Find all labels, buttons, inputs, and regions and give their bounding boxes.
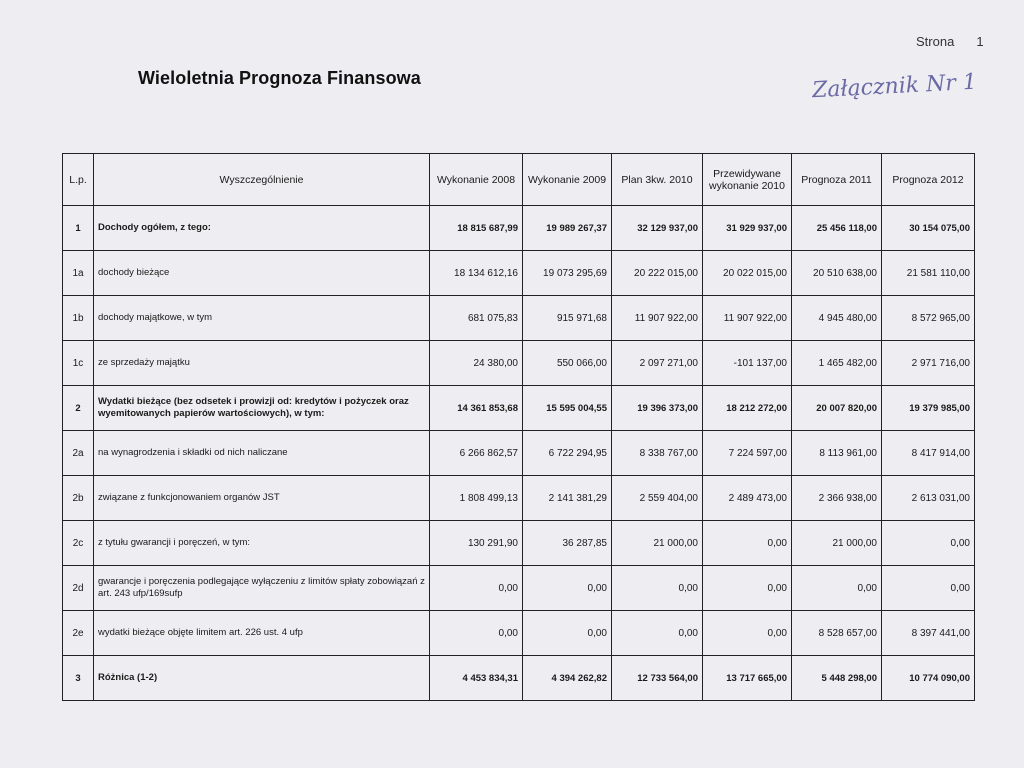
- value-prognoza-2012: 8 397 441,00: [882, 611, 975, 656]
- table-body: [63, 206, 975, 701]
- value-plan-2010: 11 907 922,00: [612, 296, 703, 341]
- table-row: [63, 206, 975, 251]
- value-prognoza-2011: 20 007 820,00: [792, 386, 882, 431]
- row-number: 2e: [63, 611, 94, 656]
- value-wykonanie-2008: 14 361 853,68: [430, 386, 523, 431]
- value-prognoza-2011: 4 945 480,00: [792, 296, 882, 341]
- value-wykonanie-2009: 2 141 381,29: [523, 476, 612, 521]
- row-description: gwarancje i poręczenia podlegające wyłączeniu z limitów spłaty zobowiązań z art. 243 ufp/169sufp: [94, 566, 430, 611]
- row-description: z tytułu gwarancji i poręczeń, w tym:: [94, 521, 430, 566]
- value-plan-2010: 2 559 404,00: [612, 476, 703, 521]
- value-wykonanie-2009: 15 595 004,55: [523, 386, 612, 431]
- header-description: Wyszczególnienie: [94, 154, 430, 206]
- value-wykonanie-2009: 4 394 262,82: [523, 656, 612, 701]
- value-wykonanie-2008: 24 380,00: [430, 341, 523, 386]
- table-row: [63, 386, 975, 431]
- table-row: [63, 296, 975, 341]
- table-row: [63, 251, 975, 296]
- value-przewidywane-2010: 2 489 473,00: [703, 476, 792, 521]
- header-lp: L.p.: [63, 154, 94, 206]
- handwritten-attachment-note: Załącznik Nr 1: [811, 69, 978, 104]
- value-wykonanie-2008: 130 291,90: [430, 521, 523, 566]
- page-number: 1: [976, 34, 984, 49]
- value-prognoza-2011: 5 448 298,00: [792, 656, 882, 701]
- document-title: Wieloletnia Prognoza Finansowa: [138, 68, 421, 88]
- header-wykonanie-2008: Wykonanie 2008: [430, 154, 523, 206]
- value-prognoza-2012: 10 774 090,00: [882, 656, 975, 701]
- value-prognoza-2012: 30 154 075,00: [882, 206, 975, 251]
- value-plan-2010: 0,00: [612, 611, 703, 656]
- row-description: Wydatki bieżące (bez odsetek i prowizji od: kredytów i pożyczek oraz wyemitowanych papierów wartościowych), w tym:: [94, 386, 430, 431]
- row-description: związane z funkcjonowaniem organów JST: [94, 476, 430, 521]
- value-wykonanie-2008: 18 815 687,99: [430, 206, 523, 251]
- value-przewidywane-2010: 0,00: [703, 611, 792, 656]
- value-wykonanie-2009: 19 989 267,37: [523, 206, 612, 251]
- value-prognoza-2011: 25 456 118,00: [792, 206, 882, 251]
- value-prognoza-2011: 20 510 638,00: [792, 251, 882, 296]
- value-wykonanie-2008: 681 075,83: [430, 296, 523, 341]
- row-description: na wynagrodzenia i składki od nich naliczane: [94, 431, 430, 476]
- value-przewidywane-2010: -101 137,00: [703, 341, 792, 386]
- row-number: 1a: [63, 251, 94, 296]
- value-przewidywane-2010: 31 929 937,00: [703, 206, 792, 251]
- value-prognoza-2012: 0,00: [882, 566, 975, 611]
- row-number: 2c: [63, 521, 94, 566]
- value-przewidywane-2010: 0,00: [703, 566, 792, 611]
- row-description: wydatki bieżące objęte limitem art. 226 ust. 4 ufp: [94, 611, 430, 656]
- row-description: Dochody ogółem, z tego:: [94, 206, 430, 251]
- value-wykonanie-2009: 0,00: [523, 611, 612, 656]
- row-description: dochody bieżące: [94, 251, 430, 296]
- header-prognoza-2012: Prognoza 2012: [882, 154, 975, 206]
- value-plan-2010: 19 396 373,00: [612, 386, 703, 431]
- table-row: [63, 656, 975, 701]
- value-przewidywane-2010: 20 022 015,00: [703, 251, 792, 296]
- value-wykonanie-2008: 1 808 499,13: [430, 476, 523, 521]
- header-prognoza-2011: Prognoza 2011: [792, 154, 882, 206]
- value-wykonanie-2008: 6 266 862,57: [430, 431, 523, 476]
- table-row: [63, 341, 975, 386]
- value-wykonanie-2009: 6 722 294,95: [523, 431, 612, 476]
- table-row: [63, 566, 975, 611]
- value-wykonanie-2009: 915 971,68: [523, 296, 612, 341]
- value-przewidywane-2010: 18 212 272,00: [703, 386, 792, 431]
- value-wykonanie-2008: 18 134 612,16: [430, 251, 523, 296]
- table-row: [63, 521, 975, 566]
- value-plan-2010: 20 222 015,00: [612, 251, 703, 296]
- value-prognoza-2011: 0,00: [792, 566, 882, 611]
- value-prognoza-2011: 8 113 961,00: [792, 431, 882, 476]
- value-plan-2010: 12 733 564,00: [612, 656, 703, 701]
- value-przewidywane-2010: 7 224 597,00: [703, 431, 792, 476]
- value-wykonanie-2009: 550 066,00: [523, 341, 612, 386]
- row-number: 1b: [63, 296, 94, 341]
- value-wykonanie-2009: 19 073 295,69: [523, 251, 612, 296]
- value-plan-2010: 32 129 937,00: [612, 206, 703, 251]
- value-plan-2010: 0,00: [612, 566, 703, 611]
- value-prognoza-2012: 8 572 965,00: [882, 296, 975, 341]
- table-row: [63, 611, 975, 656]
- row-number: 2: [63, 386, 94, 431]
- value-przewidywane-2010: 13 717 665,00: [703, 656, 792, 701]
- value-plan-2010: 21 000,00: [612, 521, 703, 566]
- value-plan-2010: 8 338 767,00: [612, 431, 703, 476]
- page-label-text: Strona: [916, 34, 955, 49]
- value-prognoza-2011: 8 528 657,00: [792, 611, 882, 656]
- value-przewidywane-2010: 0,00: [703, 521, 792, 566]
- value-prognoza-2011: 2 366 938,00: [792, 476, 882, 521]
- value-prognoza-2012: 19 379 985,00: [882, 386, 975, 431]
- header-wykonanie-2009: Wykonanie 2009: [523, 154, 612, 206]
- row-description: dochody majątkowe, w tym: [94, 296, 430, 341]
- value-wykonanie-2009: 0,00: [523, 566, 612, 611]
- page-number-label: [916, 34, 984, 49]
- value-wykonanie-2008: 0,00: [430, 566, 523, 611]
- row-description: ze sprzedaży majątku: [94, 341, 430, 386]
- value-prognoza-2011: 21 000,00: [792, 521, 882, 566]
- value-wykonanie-2009: 36 287,85: [523, 521, 612, 566]
- value-prognoza-2012: 2 613 031,00: [882, 476, 975, 521]
- header-plan-2010: Plan 3kw. 2010: [612, 154, 703, 206]
- value-prognoza-2012: 8 417 914,00: [882, 431, 975, 476]
- value-prognoza-2011: 1 465 482,00: [792, 341, 882, 386]
- row-number: 1: [63, 206, 94, 251]
- value-przewidywane-2010: 11 907 922,00: [703, 296, 792, 341]
- table-header-row: [63, 154, 975, 206]
- row-number: 2a: [63, 431, 94, 476]
- row-number: 3: [63, 656, 94, 701]
- value-wykonanie-2008: 4 453 834,31: [430, 656, 523, 701]
- header-przewidywane-2010: Przewidywane wykonanie 2010: [703, 154, 792, 206]
- value-prognoza-2012: 0,00: [882, 521, 975, 566]
- row-number: 1c: [63, 341, 94, 386]
- value-prognoza-2012: 21 581 110,00: [882, 251, 975, 296]
- table-row: [63, 431, 975, 476]
- value-plan-2010: 2 097 271,00: [612, 341, 703, 386]
- row-number: 2b: [63, 476, 94, 521]
- row-number: 2d: [63, 566, 94, 611]
- value-prognoza-2012: 2 971 716,00: [882, 341, 975, 386]
- financial-forecast-table: [62, 153, 975, 701]
- value-wykonanie-2008: 0,00: [430, 611, 523, 656]
- row-description: Różnica (1-2): [94, 656, 430, 701]
- table-row: [63, 476, 975, 521]
